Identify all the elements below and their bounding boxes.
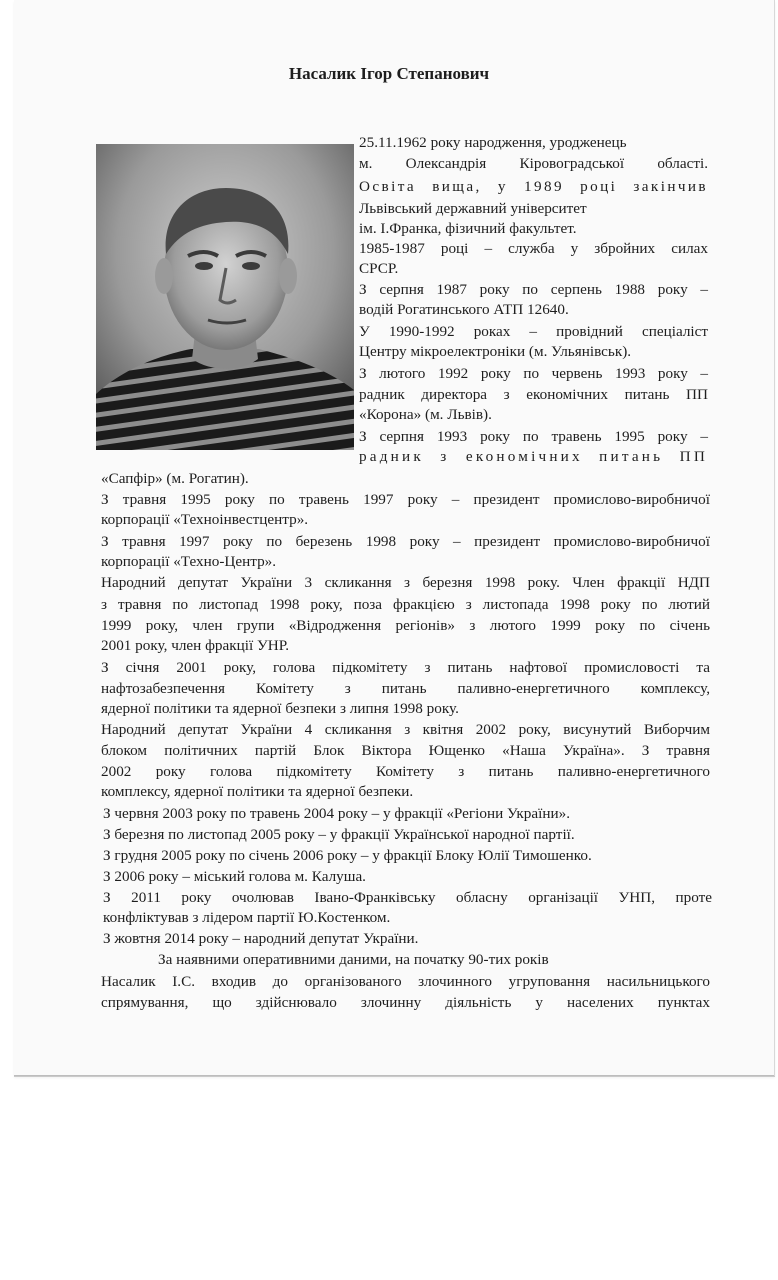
bio-line: У 1990-1992 роках – провідний спеціаліст [359,323,708,340]
bio-line: За наявними оперативними даними, на початку 90-тих років [158,951,549,968]
bio-line: З червня 2003 року по травень 2004 року – у фракції «Регіони України». [103,805,571,822]
bio-line: З січня 2001 року, голова підкомітету з питань нафтової промисловості та [101,659,710,676]
bio-line: корпорації «Техноінвестцентр». [101,511,309,528]
bio-line: З березня по листопад 2005 року – у фракції Української народної партії. [103,826,575,843]
portrait-photo [96,144,354,450]
bio-line: «Сапфір» (м. Рогатин). [101,470,249,487]
bio-line: 1999 року, член групи «Відродження регіонів» з лютого 1999 року по січень [101,617,710,634]
bio-line: блоком політичних партій Блок Віктора Ющенко «Наша Україна». З травня [101,742,710,759]
bio-line: 2001 року, член фракції УНР. [101,637,290,654]
bio-line: З травня 1995 року по травень 1997 року – президент промислово-виробничої [101,491,710,508]
bio-line: «Корона» (м. Львів). [359,406,492,423]
bio-line: З грудня 2005 року по січень 2006 року – у фракції Блоку Юлії Тимошенко. [103,847,592,864]
bio-line: Центру мікроелектроніки (м. Ульянівськ). [359,343,632,360]
bio-line: З серпня 1987 року по серпень 1988 року – [359,281,708,298]
bio-line: корпорації «Техно-Центр». [101,553,277,570]
bio-line: Народний депутат України 4 скликання з квітня 2002 року, висунутий Виборчим [101,721,710,738]
bio-line: СРСР. [359,260,399,277]
bio-line: З 2006 року – міський голова м. Калуша. [103,868,366,885]
bio-line: спрямування, що здійснювало злочинну діяльність у населених пунктах [101,994,710,1011]
bio-line: ім. І.Франка, фізичний факультет. [359,220,577,237]
bio-line: З травня 1997 року по березень 1998 року – президент промислово-виробничої [101,533,710,550]
bio-line: Освіта вища, у 1989 році закінчив [359,178,708,195]
bio-line: комплексу, ядерної політики та ядерної безпеки. [101,783,414,800]
document-title: Насалик Ігор Степанович [288,64,490,83]
bio-line: конфліктував з лідером партії Ю.Костенком. [103,909,391,926]
bio-line: З серпня 1993 року по травень 1995 року – [359,428,708,445]
bio-line: м. Олександрія Кіровоградської області. [359,155,708,172]
bio-line: 2002 року голова підкомітету Комітету з питань паливно-енергетичного [101,763,710,780]
bio-line: З 2011 року очолював Івано-Франківську обласну організації УНП, проте [103,889,712,906]
bio-line: З лютого 1992 року по червень 1993 року – [359,365,708,382]
bio-line: З жовтня 2014 року – народний депутат України. [103,930,419,947]
bio-line: Львівський державний університет [359,200,587,217]
bio-line: Насалик І.С. входив до організованого злочинного угруповання насильницького [101,973,710,990]
portrait-image [96,144,354,450]
bio-line: з травня по листопад 1998 року, поза фракцією з листопада 1998 року по лютий [101,596,710,613]
bio-line: радник з економічних питань ПП [359,448,708,465]
bio-line: водій Рогатинського АТП 12640. [359,301,569,318]
bio-line: нафтозабезпечення Комітету з питань паливно-енергетичного комплексу, [101,680,710,697]
bio-line: ядерної політики та ядерної безпеки з липня 1998 року. [101,700,459,717]
bio-line: Народний депутат України 3 скликання з березня 1998 року. Член фракції НДП [101,574,710,591]
bio-line: радник директора з економічних питань ПП [359,386,708,403]
bio-line: 25.11.1962 року народження, уродженець [359,134,627,151]
bio-line: 1985-1987 році – служба у збройних силах [359,240,708,257]
